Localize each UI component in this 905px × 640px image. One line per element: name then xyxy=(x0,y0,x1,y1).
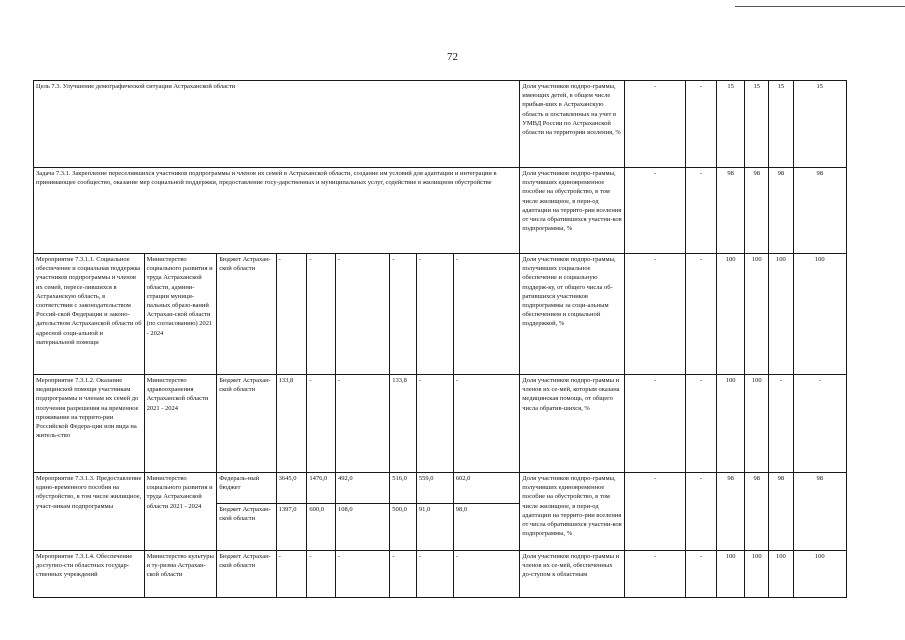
task-value-1: - xyxy=(624,168,685,254)
measure-name: Мероприятие 7.3.1.3. Предоставление едино-временного пособия на обустройство, в том числе жилищное, участ-никам подпрограммы xyxy=(34,473,145,551)
funding-value: - xyxy=(416,375,453,473)
funding-value: - xyxy=(453,254,520,375)
indicator-value-4: 100 xyxy=(745,551,769,598)
funding-value: 98,0 xyxy=(453,504,520,551)
funding-source: Федераль-ный бюджет xyxy=(217,473,276,504)
indicator-value-3: 98 xyxy=(716,473,745,551)
measure-name: Мероприятие 7.3.1.2. Оказание медицинской помощи участникам подпрограммы и членам их семей до получения разрешения на временное проживание на террито-рии Российской Федера-ции или вида на житель-ство xyxy=(34,375,145,473)
indicator-value-6: - xyxy=(793,375,846,473)
task-row xyxy=(34,168,847,254)
funding-value: 600,0 xyxy=(307,504,336,551)
measure-indicator: Доля участников подпро-граммы, получивших единовременное пособие на обустройство, в том числе жилищное, в пери-од адаптации на террито-рии вселения от числа обратившихся участни-ков подпрограммы, % xyxy=(520,473,624,551)
funding-value: - xyxy=(307,551,336,598)
indicator-value-6: 98 xyxy=(793,473,846,551)
funding-value: 108,0 xyxy=(335,504,389,551)
indicator-value-6: 100 xyxy=(793,254,846,375)
indicator-value-5: 100 xyxy=(769,551,794,598)
indicator-value-4: 100 xyxy=(745,254,769,375)
funding-value: - xyxy=(453,551,520,598)
funding-value: - xyxy=(335,551,389,598)
funding-value: - xyxy=(390,254,417,375)
task-value-2: - xyxy=(686,168,717,254)
indicator-value-3: 100 xyxy=(716,551,745,598)
measure-name: Мероприятие 7.3.1.1. Социальное обеспечение и социальная поддержка участников подпрограммы и членов их семей, пересе-лившихся в Астраханскую область, в соответствии с законодательством Россий-ской Федерации и законо-дательством Астраханской области об адресной соци-альной и материальной помощи xyxy=(34,254,145,375)
funding-value: 516,0 xyxy=(390,473,417,504)
indicator-value-2: - xyxy=(686,551,717,598)
indicator-value-1: - xyxy=(624,473,685,551)
measure-row xyxy=(34,551,847,598)
measure-row xyxy=(34,375,847,473)
funding-value: 602,0 xyxy=(453,473,520,504)
indicator-value-5: 98 xyxy=(769,473,794,551)
goal-value-3: 15 xyxy=(716,81,745,168)
funding-total: 3645,0 xyxy=(276,473,307,504)
indicator-value-6: 100 xyxy=(793,551,846,598)
funding-source: Бюджет Астрахан-ской области xyxy=(217,375,276,473)
measure-executor: Министерство социального развития и труда Астраханской области, админи-страции муници-пальных образо-ваний Астрахан-ской области (по согласованию) 2021 - 2024 xyxy=(144,254,217,375)
indicator-value-5: 100 xyxy=(769,254,794,375)
goal-indicator: Доля участников подпро-граммы, имеющих детей, в общем числе прибыв-ших в Астраханскую область и поставленных на учет в УМВД России по Астраханской области на территории вселения, % xyxy=(520,81,624,168)
funding-value: 91,0 xyxy=(416,504,453,551)
indicator-value-3: 100 xyxy=(716,254,745,375)
header-rule xyxy=(735,6,905,7)
indicator-value-2: - xyxy=(686,254,717,375)
goal-value-4: 15 xyxy=(745,81,769,168)
goal-value-6: 15 xyxy=(793,81,846,168)
task-text: Задача 7.3.1. Закрепление переселившихся участников подпрограммы и членов их семей в Астраханской области, создание им условий для адаптации и интеграции в принимающее сообщество, оказание мер социальной поддержки, предоставление госу-дарственных и муниципальных услуг, содействие в жилищном обустройстве xyxy=(34,168,520,254)
indicator-value-1: - xyxy=(624,551,685,598)
funding-value: 1476,0 xyxy=(307,473,336,504)
measure-indicator: Доля участников подпро-граммы и членов их се-мей, которым оказана медицинская помощь, от общего числа обратив-шихся, % xyxy=(520,375,624,473)
measure-row xyxy=(34,254,847,375)
funding-source: Бюджет Астрахан-ской области xyxy=(217,504,276,551)
funding-value: 559,0 xyxy=(416,473,453,504)
funding-value: - xyxy=(307,254,336,375)
funding-value: - xyxy=(453,375,520,473)
program-table xyxy=(33,80,847,598)
goal-value-5: 15 xyxy=(769,81,794,168)
measure-executor: Министерство здравоохранения Астраханской области 2021 - 2024 xyxy=(144,375,217,473)
indicator-value-4: 100 xyxy=(745,375,769,473)
indicator-value-1: - xyxy=(624,254,685,375)
goal-row xyxy=(34,81,847,168)
funding-value: - xyxy=(390,551,417,598)
funding-value: 500,0 xyxy=(390,504,417,551)
measure-executor: Министерство культуры и ту-ризма Астрахан-ской области xyxy=(144,551,217,598)
goal-value-1: - xyxy=(624,81,685,168)
funding-total: 1397,0 xyxy=(276,504,307,551)
page-number: 72 xyxy=(447,51,458,63)
funding-total: - xyxy=(276,551,307,598)
goal-text: Цель 7.3. Улучшение демографической ситуации Астраханской области xyxy=(34,81,520,168)
indicator-value-2: - xyxy=(686,375,717,473)
measure-executor: Министерство социального развития и труда Астраханской области 2021 - 2024 xyxy=(144,473,217,551)
funding-value: 492,0 xyxy=(335,473,389,504)
funding-value: - xyxy=(335,254,389,375)
measure-row xyxy=(34,473,847,504)
goal-value-2: - xyxy=(686,81,717,168)
indicator-value-4: 98 xyxy=(745,473,769,551)
measure-indicator: Доля участников подпро-граммы и членов их се-мей, обеспеченных до-ступом к областным xyxy=(520,551,624,598)
indicator-value-2: - xyxy=(686,473,717,551)
funding-total: - xyxy=(276,254,307,375)
measure-name: Мероприятие 7.3.1.4. Обеспечение доступно-сти областных государ-ственных учреждений xyxy=(34,551,145,598)
funding-source: Бюджет Астрахан-ской области xyxy=(217,551,276,598)
funding-value: - xyxy=(307,375,336,473)
task-value-5: 98 xyxy=(769,168,794,254)
task-value-3: 98 xyxy=(716,168,745,254)
task-value-6: 98 xyxy=(793,168,846,254)
funding-total: 133,8 xyxy=(276,375,307,473)
funding-source: Бюджет Астрахан-ской области xyxy=(217,254,276,375)
task-indicator: Доля участников подпро-граммы, получивших единовременное пособие на обустройство, в том числе жилищное, в пери-од адаптации на террито-рии вселения от числа обратившихся участни-ков подпрограммы, % xyxy=(520,168,624,254)
funding-value: - xyxy=(416,551,453,598)
funding-value: - xyxy=(335,375,389,473)
measure-indicator: Доля участников подпро-граммы, получивших социальное обеспечение и социальную поддерж-ку, от общего числа об-ратившихся участников подпрограммы за соци-альным обеспечением и социальной поддержкой, % xyxy=(520,254,624,375)
funding-value: - xyxy=(416,254,453,375)
funding-value: 133,8 xyxy=(390,375,417,473)
indicator-value-3: 100 xyxy=(716,375,745,473)
indicator-value-5: - xyxy=(769,375,794,473)
task-value-4: 98 xyxy=(745,168,769,254)
indicator-value-1: - xyxy=(624,375,685,473)
